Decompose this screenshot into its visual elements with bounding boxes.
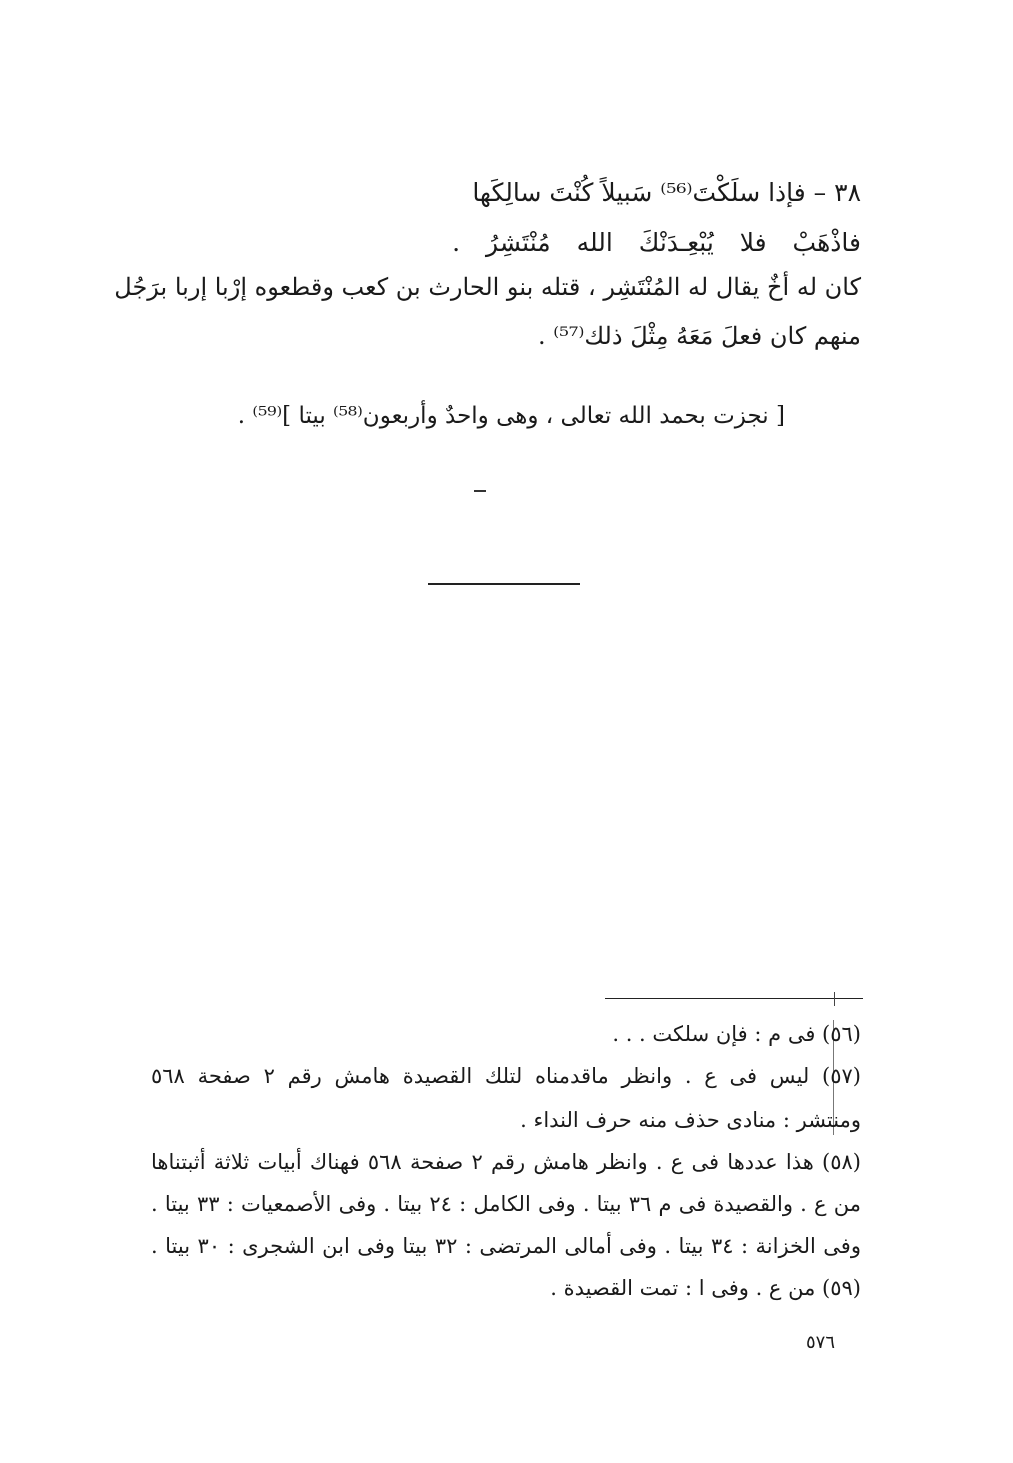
closing-note: [ نجزت بحمد الله تعالى ، وهى واحدٌ وأربعون⁽⁵⁸⁾ بيتا ]⁽⁵⁹⁾ . [237, 403, 785, 429]
footnote-rule [605, 998, 863, 999]
footnote-58-continuation-2: وفى الخزانة : ٣٤ بيتا . وفى أمالى المرتضى : ٣٢ بيتا وفى ابن الشجرى : ٣٠ بيتا . [151, 1234, 861, 1258]
footnote-56: (٥٦) فى م : فإن سلكت . . . [612, 1022, 861, 1046]
footnote-57: (٥٧) ليس فى ع . وانظر ماقدمناه لتلك القصيدة هامش رقم ٢ صفحة ٥٦٨ [151, 1064, 861, 1088]
verse-38-line-2: فاذْهَبْ فلا يُبْعِـدَنْكَ الله مُنْتَشِرُ . [452, 228, 861, 257]
small-dash-divider [474, 490, 486, 492]
footnote-58: (٥٨) هذا عددها فى ع . وانظر هامش رقم ٢ صفحة ٥٦٨ فهناك أبيات ثلاثة أثبتناها [151, 1150, 861, 1174]
page-number: ٥٧٦ [805, 1332, 835, 1353]
section-end-rule [428, 583, 580, 585]
footnote-57-continuation: ومنتشر : منادى حذف منه حرف النداء . [520, 1108, 861, 1132]
commentary-line-1: كان له أخٌ يقال له المُنْتَشِر ، قتله بنو الحارث بن كعب وقطعوه إرْبا إربا برَجُل [114, 273, 861, 301]
footnote-rule-tick [834, 992, 835, 1006]
commentary-line-2: منهم كان فعلَ مَعَهُ مِثْلَ ذلك⁽⁵⁷⁾ . [538, 322, 861, 350]
footnote-59: (٥٩) من ع . وفى ا : تمت القصيدة . [550, 1276, 861, 1300]
footnote-58-continuation-1: من ع . والقصيدة فى م ٣٦ بيتا . وفى الكامل : ٢٤ بيتا . وفى الأصمعيات : ٣٣ بيتا . [151, 1192, 861, 1216]
verse-38-line-1: ٣٨ – فإذا سلَكْتَ⁽⁵⁶⁾ سَبيلاً كُنْتَ سالِكَها [472, 178, 861, 207]
